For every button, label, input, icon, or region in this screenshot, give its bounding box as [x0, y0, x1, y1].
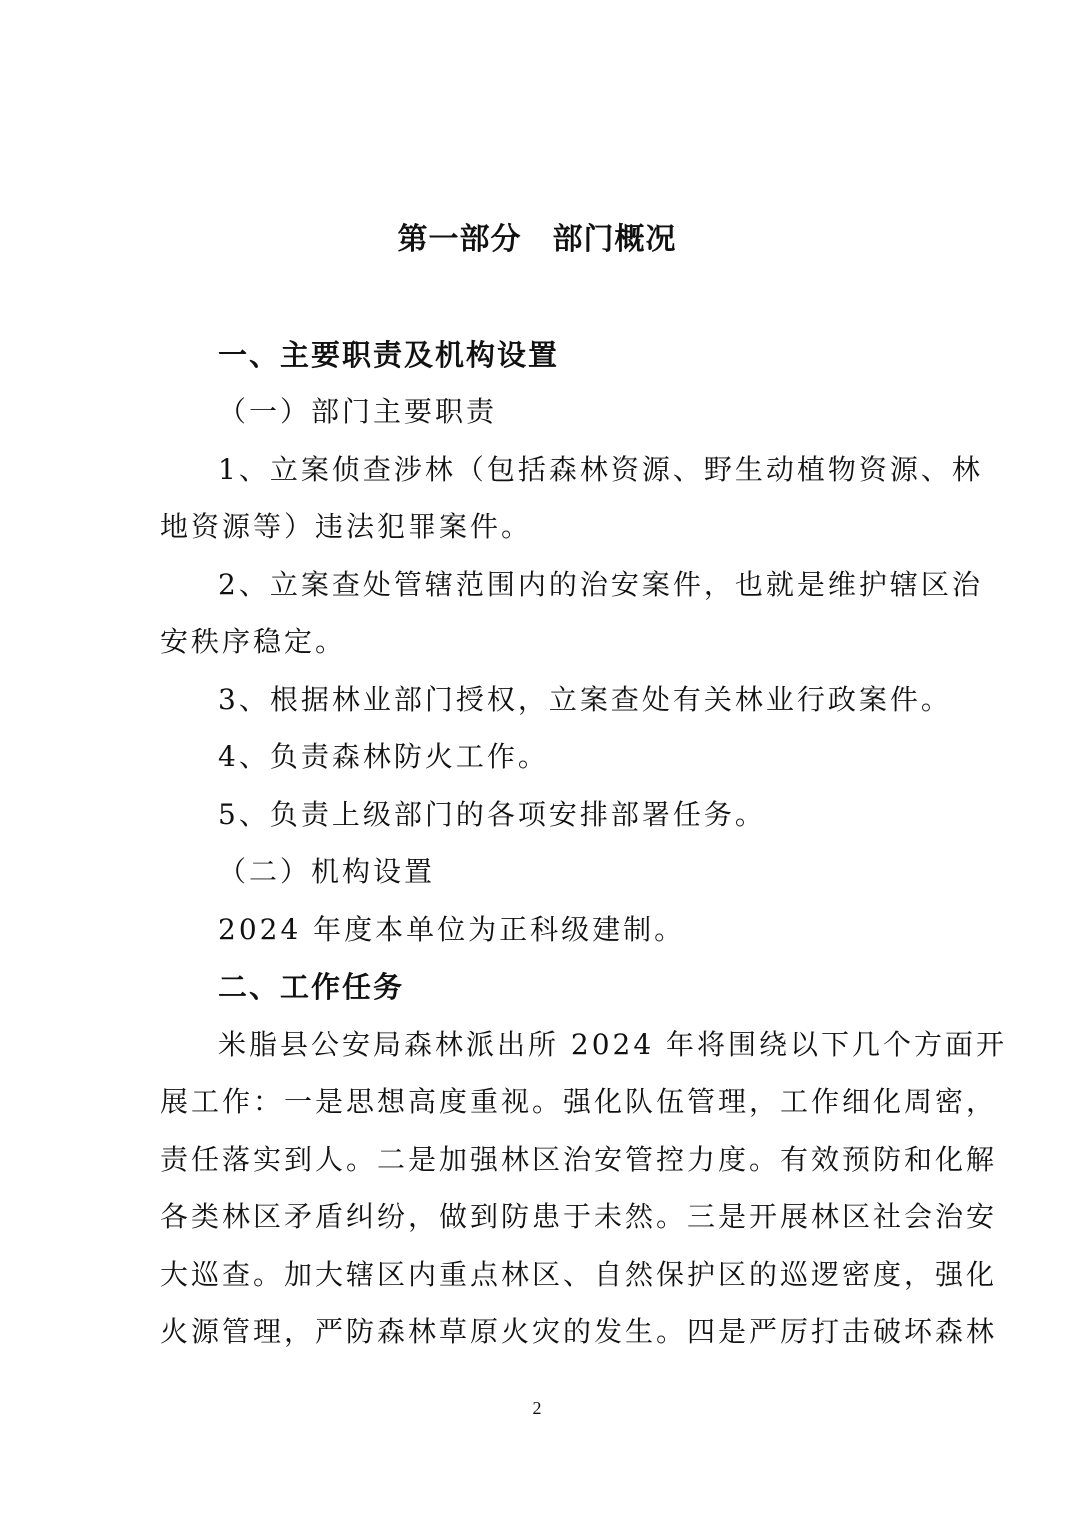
section-heading-responsibilities: 一、主要职责及机构设置 [218, 338, 560, 372]
section-heading-work-tasks: 二、工作任务 [218, 970, 405, 1004]
tasks-paragraph-line-2: 展工作：一是思想高度重视。强化队伍管理，工作细化周密， [160, 1085, 998, 1118]
duty-item-1-line-2: 地资源等）违法犯罪案件。 [160, 510, 533, 543]
duty-item-2-line-1: 2、立案查处管辖范围内的治安案件，也就是维护辖区治 [218, 568, 983, 601]
organization-text: 2024 年度本单位为正科级建制。 [218, 913, 686, 946]
subsection-heading-organization: （二）机构设置 [218, 855, 436, 888]
duty-item-5: 5、负责上级部门的各项安排部署任务。 [218, 798, 766, 831]
tasks-paragraph-line-1: 米脂县公安局森林派出所 2024 年将围绕以下几个方面开 [218, 1028, 1008, 1061]
duty-item-1-line-1: 1、立案侦查涉林（包括森林资源、野生动植物资源、林 [218, 453, 983, 486]
duty-item-3: 3、根据林业部门授权，立案查处有关林业行政案件。 [218, 683, 952, 716]
tasks-paragraph-line-6: 火源管理，严防森林草原火灾的发生。四是严厉打击破坏森林 [160, 1315, 998, 1348]
tasks-paragraph-line-4: 各类林区矛盾纠纷，做到防患于未然。三是开展林区社会治安 [160, 1200, 998, 1233]
tasks-paragraph-line-3: 责任落实到人。二是加强林区治安管控力度。有效预防和化解 [160, 1143, 998, 1176]
subsection-heading-duties: （一）部门主要职责 [218, 395, 498, 428]
duty-item-4: 4、负责森林防火工作。 [218, 740, 549, 773]
page-title: 第一部分 部门概况 [397, 222, 677, 257]
page-number: 2 [532, 1398, 542, 1418]
tasks-paragraph-line-5: 大巡查。加大辖区内重点林区、自然保护区的巡逻密度，强化 [160, 1258, 998, 1291]
duty-item-2-line-2: 安秩序稳定。 [160, 625, 347, 658]
